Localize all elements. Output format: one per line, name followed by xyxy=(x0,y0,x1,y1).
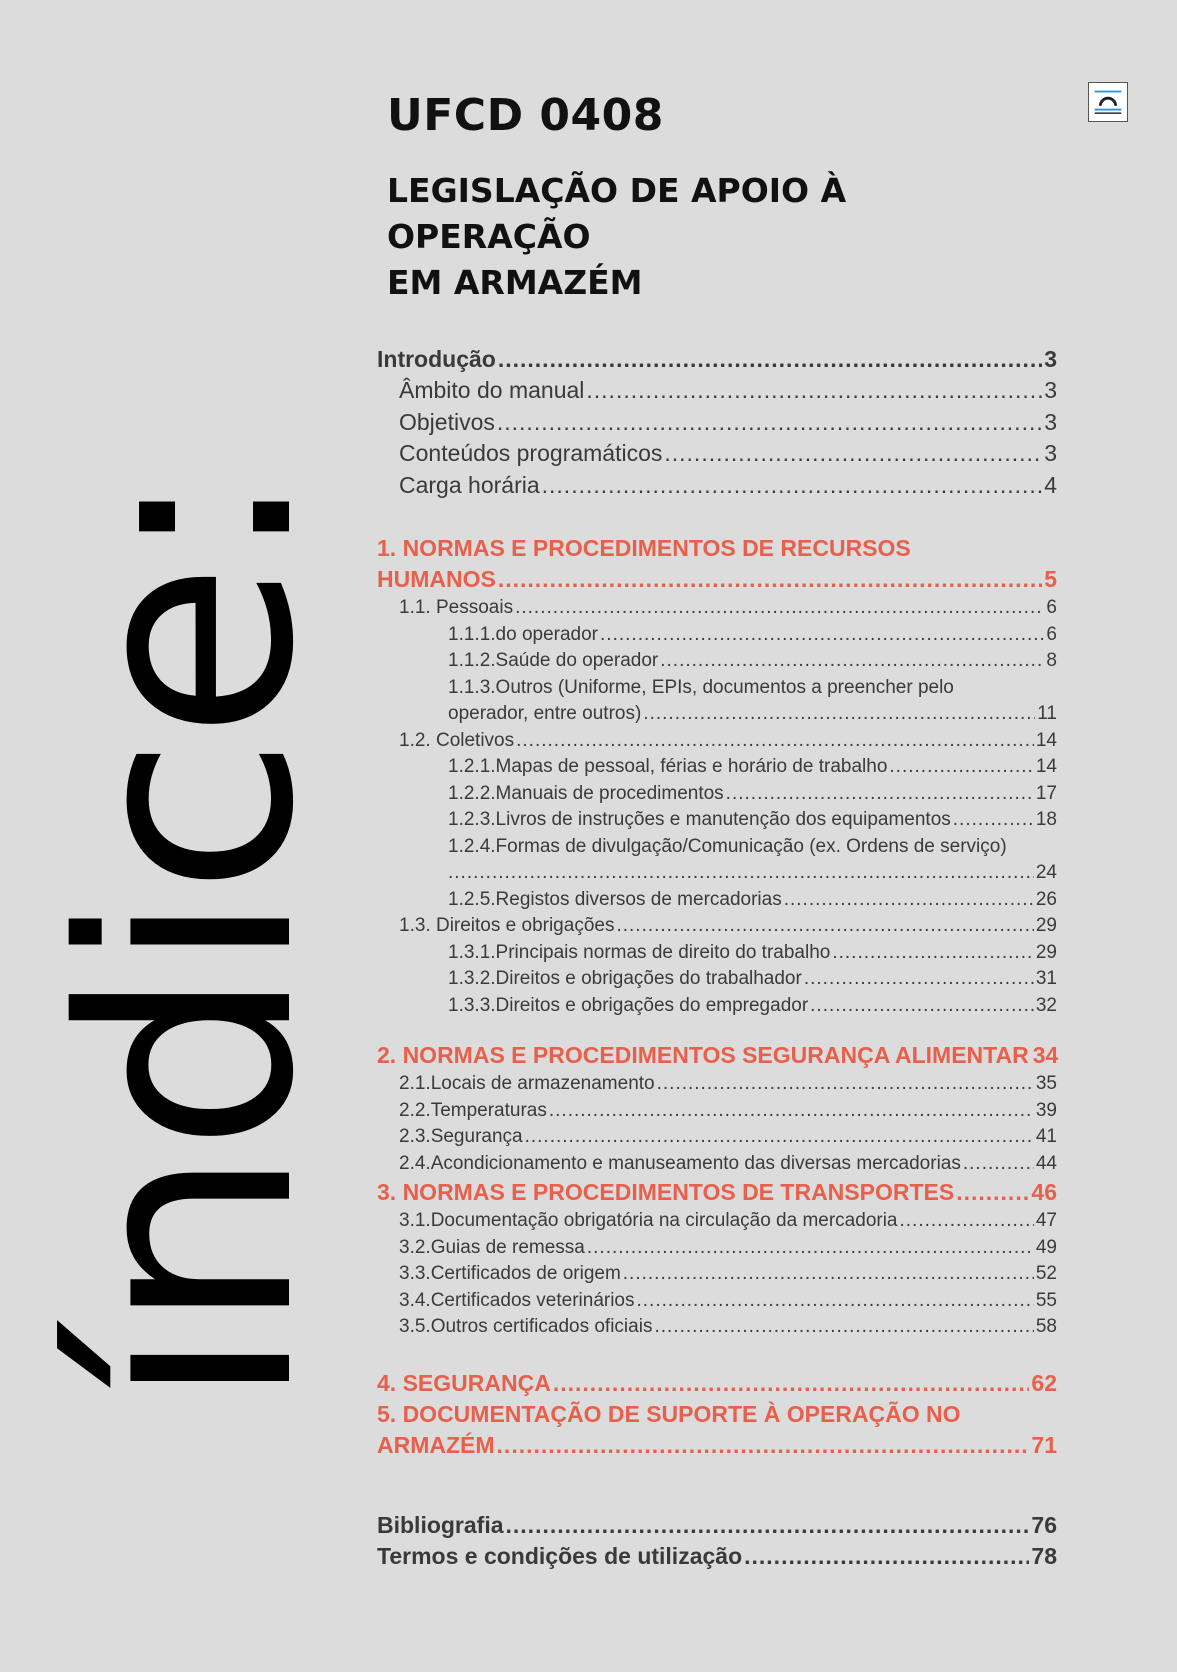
toc-label: 2.4.Acondicionamento e manuseamento das diversas mercadorias xyxy=(399,1152,961,1174)
toc-entry[interactable] xyxy=(377,1237,1057,1264)
toc-page: 76 xyxy=(1031,1511,1057,1538)
toc-label: 3.3.Certificados de origem xyxy=(399,1263,621,1284)
toc-entry[interactable] xyxy=(377,756,1057,783)
toc-page: 44 xyxy=(1035,1152,1057,1174)
toc-page: 4 xyxy=(1044,471,1057,498)
toc-entry[interactable] xyxy=(377,377,1057,409)
publisher-logo-icon xyxy=(1088,82,1128,122)
toc-entry[interactable] xyxy=(377,915,1057,942)
toc-label: Conteúdos programáticos xyxy=(399,440,663,466)
toc-entry[interactable] xyxy=(377,968,1057,995)
toc-entry[interactable] xyxy=(377,472,1057,504)
toc-page: 3 xyxy=(1044,346,1057,372)
toc-page: 32 xyxy=(1035,994,1057,1016)
toc-label: 1.3.3.Direitos e obrigações do empregador xyxy=(448,994,809,1016)
toc-page: 8 xyxy=(1046,650,1057,671)
toc-label: 2.2.Temperaturas xyxy=(399,1099,547,1121)
toc-page: 29 xyxy=(1035,941,1057,963)
course-code: UFCD 0408 xyxy=(387,90,664,141)
toc-page: 3 xyxy=(1044,377,1057,403)
toc-label: 3.4.Certificados veterinários xyxy=(399,1289,635,1311)
toc-page: 46 xyxy=(1031,1179,1057,1205)
toc-label: 4. SEGURANÇA xyxy=(377,1369,551,1396)
toc-label: Âmbito do manual xyxy=(399,377,585,403)
toc-entry[interactable] xyxy=(377,783,1057,810)
toc-entry-line1[interactable]: 1.1.3.Outros (Uniforme, EPIs, documentos a preencher pelo xyxy=(448,676,954,698)
toc-label: operador, entre outros) xyxy=(448,703,642,724)
toc-page: 11 xyxy=(1037,703,1057,724)
toc-entry-line1[interactable]: 1.2.4.Formas de divulgação/Comunicação (ex. Ordens de serviço) xyxy=(448,835,1007,857)
toc-entry[interactable] xyxy=(377,1073,1057,1100)
toc-entry[interactable] xyxy=(377,862,1057,889)
toc-section-4[interactable] xyxy=(377,1370,1057,1401)
toc-page: 6 xyxy=(1046,597,1057,618)
toc-entry[interactable] xyxy=(377,889,1057,916)
toc-entry[interactable] xyxy=(377,809,1057,836)
toc-label: Introdução xyxy=(377,346,496,372)
toc-entry[interactable] xyxy=(377,1210,1057,1237)
toc-page: 78 xyxy=(1031,1542,1057,1569)
toc-page: 18 xyxy=(1035,809,1057,830)
toc-label: 1.1.1.do operador xyxy=(448,623,599,645)
toc-entry[interactable] xyxy=(377,1100,1057,1127)
toc-entry[interactable] xyxy=(377,1263,1057,1290)
toc-entry[interactable] xyxy=(377,1316,1057,1343)
toc-label: 2.3.Segurança xyxy=(399,1126,523,1147)
toc-label: Carga horária xyxy=(399,471,540,498)
toc-label: 2. NORMAS E PROCEDIMENTOS SEGURANÇA ALIMENTAR xyxy=(377,1042,1029,1068)
toc-entry[interactable] xyxy=(377,624,1057,651)
toc-label: HUMANOS xyxy=(377,566,496,592)
toc-page: 29 xyxy=(1035,915,1057,936)
toc-page: 6 xyxy=(1046,623,1057,645)
toc-label: 1.3. Direitos e obrigações xyxy=(399,915,615,936)
toc-label: 3. NORMAS E PROCEDIMENTOS DE TRANSPORTES xyxy=(377,1179,955,1205)
toc-entry[interactable] xyxy=(377,440,1057,472)
toc-label: 1.2.5.Registos diversos de mercadorias xyxy=(448,888,782,910)
course-title xyxy=(387,168,1047,306)
toc-entry[interactable] xyxy=(377,346,1057,377)
toc-label: 3.1.Documentação obrigatória na circulação da mercadoria xyxy=(399,1210,898,1231)
course-title-line1: LEGISLAÇÃO DE APOIO À OPERAÇÃO xyxy=(387,171,847,256)
toc-terms[interactable] xyxy=(377,1543,1057,1574)
toc-entry[interactable] xyxy=(377,942,1057,969)
toc-entry[interactable] xyxy=(377,650,1057,677)
toc-label: 1.2.2.Manuais de procedimentos xyxy=(448,782,724,804)
index-heading-text: índice: xyxy=(21,471,358,1409)
toc-label: 1.1. Pessoais xyxy=(399,597,514,618)
toc-label: 1.2.1.Mapas de pessoal, férias e horário de trabalho xyxy=(448,756,888,777)
toc-label: Termos e condições de utilização xyxy=(377,1542,743,1569)
toc-page: 41 xyxy=(1035,1126,1057,1147)
toc-entry[interactable] xyxy=(377,409,1057,441)
toc-page: 39 xyxy=(1035,1099,1057,1121)
toc-section-2[interactable] xyxy=(377,1042,1057,1073)
table-of-contents xyxy=(377,346,1057,1574)
toc-label: 1.3.1.Principais normas de direito do trabalho xyxy=(448,941,831,963)
toc-label: 1.2.3.Livros de instruções e manutenção dos equipamentos xyxy=(448,809,951,830)
toc-page: 62 xyxy=(1031,1369,1057,1396)
toc-page: 35 xyxy=(1035,1073,1057,1094)
toc-page: 49 xyxy=(1035,1236,1057,1258)
toc-label: 1.2. Coletivos xyxy=(399,729,515,751)
toc-page: 17 xyxy=(1035,782,1057,804)
toc-entry[interactable] xyxy=(377,995,1057,1022)
toc-page: 55 xyxy=(1035,1289,1057,1311)
toc-page: 31 xyxy=(1035,968,1057,989)
toc-page: 3 xyxy=(1044,408,1057,435)
toc-label: Bibliografia xyxy=(377,1511,504,1538)
toc-label: 2.1.Locais de armazenamento xyxy=(399,1073,655,1094)
toc-section-1[interactable] xyxy=(377,566,1057,597)
toc-label: 1.3.2.Direitos e obrigações do trabalhador xyxy=(448,968,802,989)
toc-label: 3.5.Outros certificados oficiais xyxy=(399,1316,653,1337)
toc-label: Objetivos xyxy=(399,408,495,435)
toc-section-5[interactable] xyxy=(377,1432,1057,1463)
toc-label: 1.1.2.Saúde do operador xyxy=(448,650,659,671)
toc-entry[interactable] xyxy=(377,730,1057,757)
toc-page: 52 xyxy=(1035,1263,1057,1284)
toc-page: 24 xyxy=(1035,862,1057,883)
toc-page: 3 xyxy=(1044,440,1057,466)
toc-page: 14 xyxy=(1035,729,1057,751)
toc-entry[interactable] xyxy=(377,703,1057,730)
toc-section-5-line1[interactable]: 5. DOCUMENTAÇÃO DE SUPORTE À OPERAÇÃO NO xyxy=(377,1400,961,1427)
toc-entry[interactable] xyxy=(377,1153,1057,1180)
toc-page: 47 xyxy=(1035,1210,1057,1231)
toc-page: 71 xyxy=(1031,1431,1057,1458)
toc-section-1-line1[interactable]: 1. NORMAS E PROCEDIMENTOS DE RECURSOS xyxy=(377,535,911,561)
toc-page: 5 xyxy=(1044,566,1057,592)
toc-page: 14 xyxy=(1035,756,1057,777)
toc-page: 26 xyxy=(1035,888,1057,910)
toc-entry[interactable] xyxy=(377,597,1057,624)
course-title-line2: EM ARMAZÉM xyxy=(387,263,643,302)
toc-entry[interactable] xyxy=(377,1290,1057,1317)
toc-bibliography[interactable] xyxy=(377,1512,1057,1543)
toc-section-3[interactable] xyxy=(377,1179,1057,1210)
toc-page: 58 xyxy=(1035,1316,1057,1337)
toc-page: 34 xyxy=(1032,1042,1059,1068)
toc-entry[interactable] xyxy=(377,1126,1057,1153)
toc-label: ARMAZÉM xyxy=(377,1431,495,1458)
toc-label: 3.2.Guias de remessa xyxy=(399,1236,585,1258)
